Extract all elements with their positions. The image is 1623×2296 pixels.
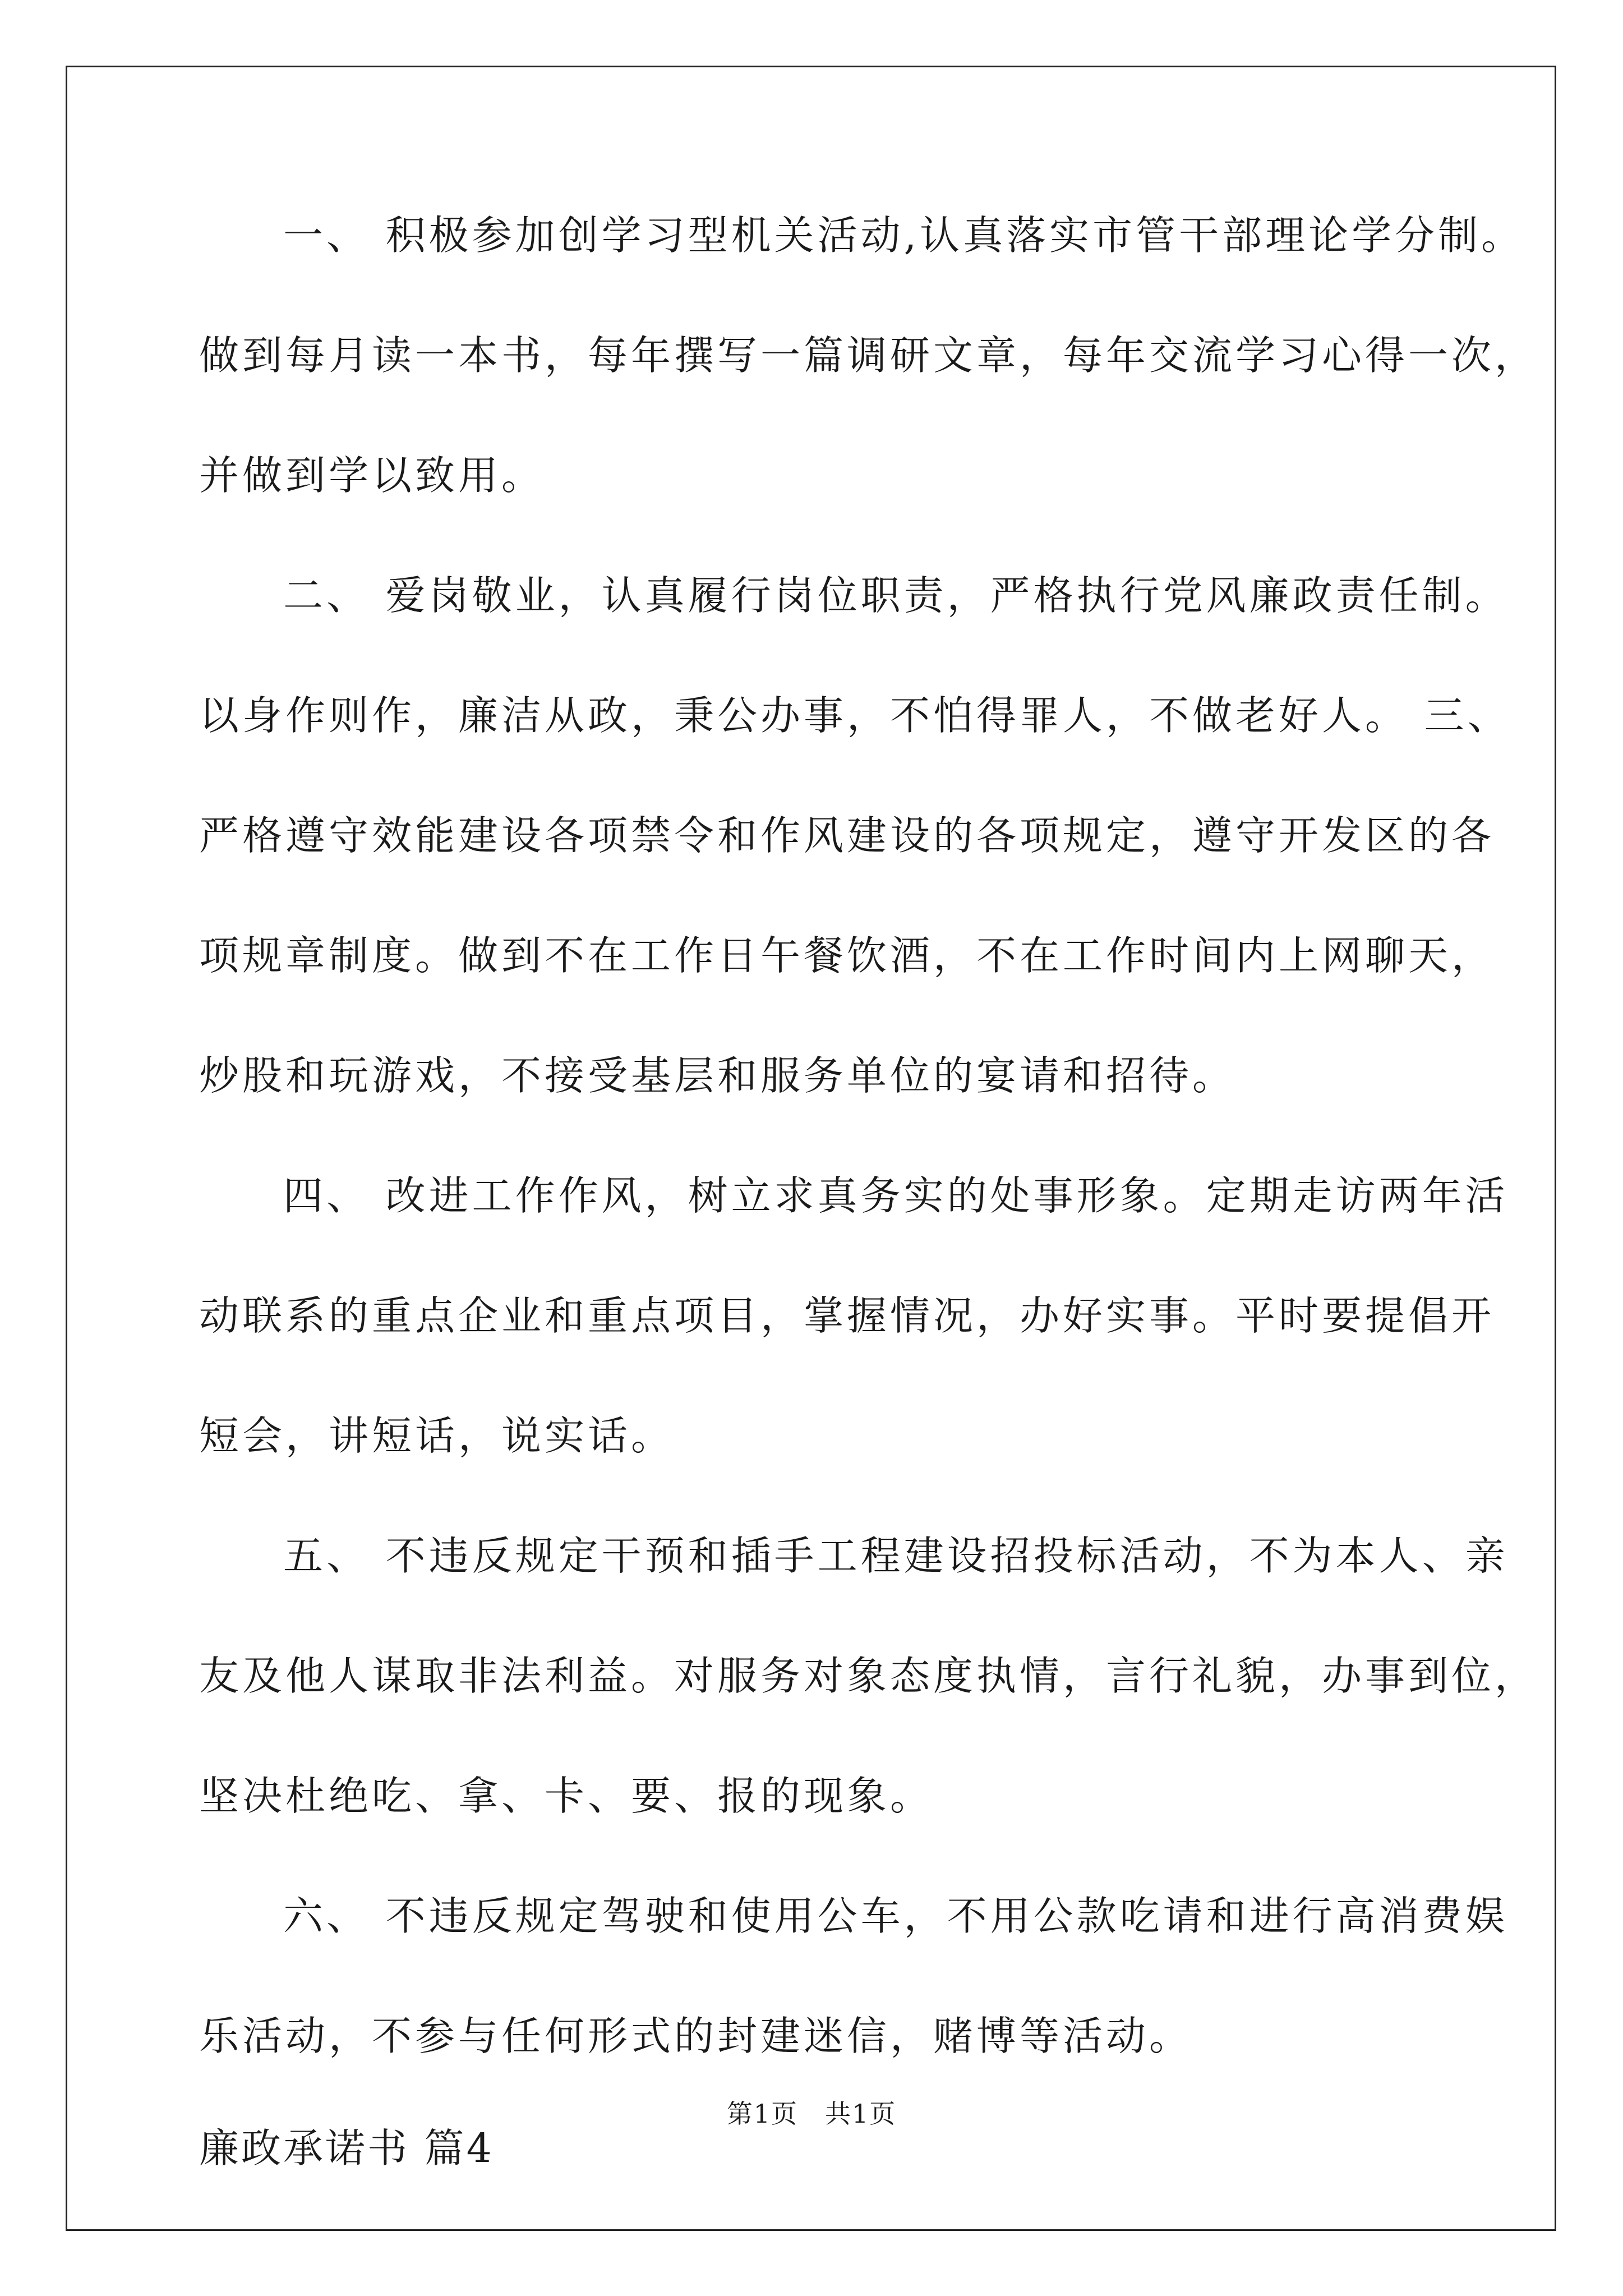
paragraph-4-line-1: 四、 改进工作作风，树立求真务实的处事形象。定期走访两年活 bbox=[283, 1172, 1509, 1219]
paragraph-5-line-2: 友及他人谋取非法利益。对服务对象态度执情，言行礼貌，办事到位， bbox=[199, 1653, 1538, 1699]
paragraph-2-line-1: 二、 爱岗敬业，认真履行岗位职责，严格执行党风廉政责任制。 bbox=[283, 572, 1509, 619]
paragraph-6-line-1: 六、 不违反规定驾驶和使用公车，不用公款吃请和进行高消费娱 bbox=[283, 1893, 1509, 1939]
paragraph-5-line-3: 坚决杜绝吃、拿、卡、要、报的现象。 bbox=[199, 1773, 934, 1819]
paragraph-3-line-1: 严格遵守效能建设各项禁令和作风建设的各项规定，遵守开发区的各 bbox=[199, 812, 1495, 859]
paragraph-4-line-2: 动联系的重点企业和重点项目，掌握情况，办好实事。平时要提倡开 bbox=[199, 1292, 1495, 1339]
paragraph-4-line-3: 短会，讲短话，说实话。 bbox=[199, 1412, 675, 1459]
paragraph-6-line-2: 乐活动，不参与任何形式的封建迷信，赌博等活动。 bbox=[199, 2013, 1193, 2059]
paragraph-3-line-2: 项规章制度。做到不在工作日午餐饮酒，不在工作时间内上网聊天， bbox=[199, 932, 1495, 979]
section-heading: 廉政承诺书 篇4 bbox=[199, 2125, 494, 2171]
paragraph-2-line-2: 以身作则作，廉洁从政，秉公办事，不怕得罪人，不做老好人。 三、 bbox=[199, 692, 1511, 739]
paragraph-1-line-2: 做到每月读一本书，每年撰写一篇调研文章，每年交流学习心得一次， bbox=[199, 332, 1538, 379]
paragraph-1-line-1: 一、 积极参加创学习型机关活动,认真落实市管干部理论学分制。 bbox=[283, 212, 1525, 259]
paragraph-5-line-1: 五、 不违反规定干预和插手工程建设招投标活动，不为本人、亲 bbox=[283, 1533, 1509, 1579]
paragraph-1-line-3: 并做到学以致用。 bbox=[199, 452, 545, 499]
paragraph-3-line-3: 炒股和玩游戏，不接受基层和服务单位的宴请和招待。 bbox=[199, 1052, 1236, 1099]
page-footer: 第1页 共1页 bbox=[726, 2099, 897, 2129]
